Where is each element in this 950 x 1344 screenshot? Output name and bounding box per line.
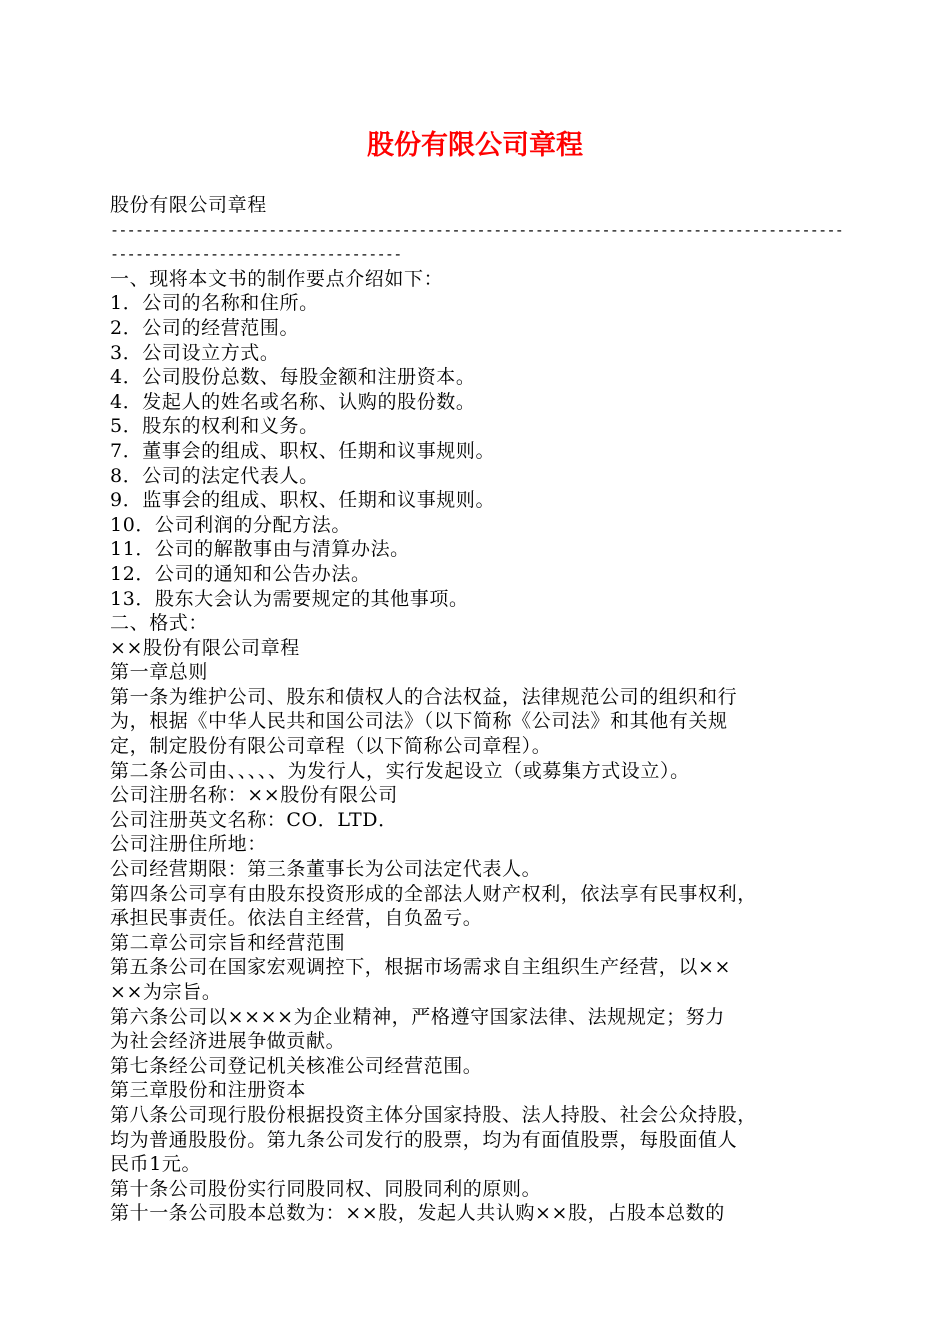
body-line: 公司注册名称：××股份有限公司 [110, 784, 398, 807]
body-line: 9．监事会的组成、职权、任期和议事规则。 [110, 489, 496, 512]
body-line: 第八条公司现行股份根据投资主体分国家持股、法人持股、社会公众持股， [110, 1103, 757, 1126]
body-line: 承担民事责任。依法自主经营，自负盈亏。 [110, 907, 483, 930]
body-line: 公司经营期限：第三条董事长为公司法定代表人。 [110, 858, 542, 881]
separator-line: ---------------------------------------------------------------------------------------- [110, 220, 844, 239]
body-line: 第七条经公司登记机关核准公司经营范围。 [110, 1054, 483, 1077]
body-line: 5．股东的权利和义务。 [110, 415, 319, 438]
body-line: ××为宗旨。 [110, 981, 222, 1003]
body-line: 11．公司的解散事由与清算办法。 [110, 538, 410, 561]
body-line: 4．公司股份总数、每股金额和注册资本。 [110, 366, 476, 389]
body-line: 第四条公司享有由股东投资形成的全部法人财产权利，依法享有民事权利， [110, 882, 757, 905]
body-line: 公司注册英文名称：CO．LTD． [110, 808, 398, 831]
body-line: 13．股东大会认为需要规定的其他事项。 [110, 587, 469, 610]
body-line: 1．公司的名称和住所。 [110, 292, 319, 315]
body-line: 12．公司的通知和公告办法。 [110, 562, 371, 585]
body-line: 二、格式： [110, 612, 209, 635]
body-line: 第六条公司以××××为企业精神，严格遵守国家法律、法规规定；努力 [110, 1005, 725, 1028]
body-line: 2．公司的经营范围。 [110, 316, 300, 339]
body-line: 股份有限公司章程 [110, 194, 267, 216]
body-line: 民币1元。 [110, 1153, 202, 1176]
body-line: 定，制定股份有限公司章程（以下简称公司章程）。 [110, 735, 552, 758]
body-line: 为，根据《中华人民共和国公司法》（以下简称《公司法》和其他有关规 [110, 710, 728, 733]
body-line: 第十条公司股份实行同股同权、同股同利的原则。 [110, 1177, 542, 1200]
body-line: 第一章总则 [110, 661, 209, 684]
body-line: 3．公司设立方式。 [110, 341, 280, 364]
document-title: 股份有限公司章程 [367, 130, 583, 161]
separator-line: ----------------------------------- [110, 245, 402, 264]
body-line: 第一条为维护公司、股东和债权人的合法权益，法律规范公司的组织和行 [110, 685, 738, 708]
body-line: ××股份有限公司章程 [110, 636, 300, 659]
body-line: 第三章股份和注册资本 [110, 1079, 307, 1102]
document-body [110, 193, 845, 1226]
body-line: 4．发起人的姓名或名称、认购的股份数。 [110, 390, 476, 413]
body-line: 第二条公司由、、、、、为发行人，实行发起设立（或募集方式设立）。 [110, 759, 690, 782]
body-line: 公司注册住所地： [110, 833, 267, 856]
body-line: 第十一条公司股本总数为：××股，发起人共认购××股，占股本总数的 [110, 1202, 725, 1225]
body-line: 为社会经济进展争做贡献。 [110, 1030, 346, 1053]
body-line: 7．董事会的组成、职权、任期和议事规则。 [110, 439, 496, 462]
body-line: 第二章公司宗旨和经营范围 [110, 931, 346, 954]
body-line: 第五条公司在国家宏观调控下，根据市场需求自主组织生产经营，以×× [110, 956, 732, 979]
body-line: 一、现将本文书的制作要点介绍如下： [110, 267, 444, 290]
body-line: 8．公司的法定代表人。 [110, 464, 319, 487]
body-line: 10．公司利润的分配方法。 [110, 513, 351, 536]
body-line: 均为普通股股份。第九条公司发行的股票，均为有面值股票，每股面值人 [110, 1128, 738, 1151]
